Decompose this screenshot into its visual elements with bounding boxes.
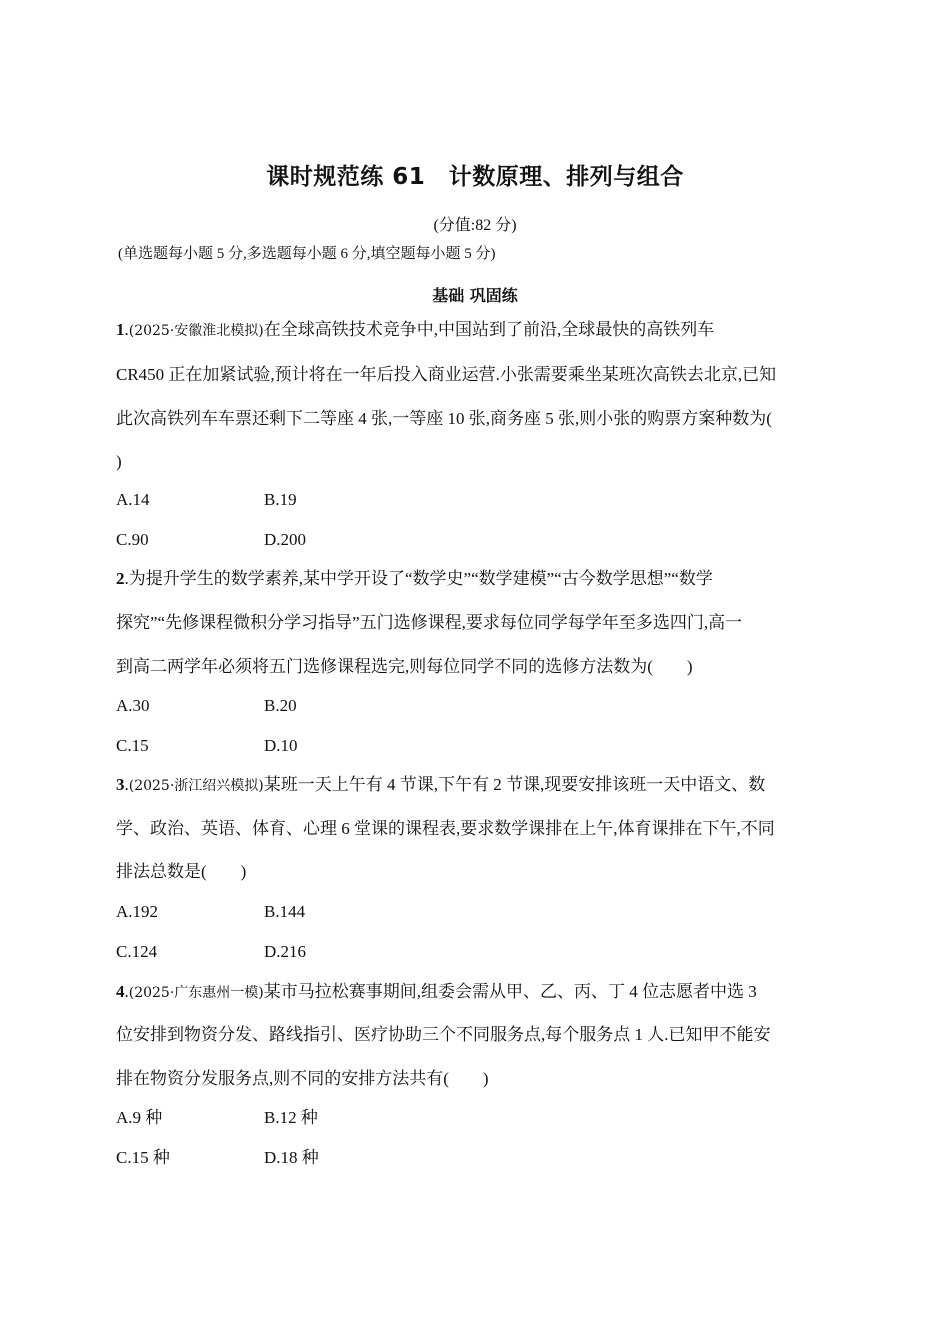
- question-3-option-a: A.192: [116, 902, 159, 921]
- question-4-option-a: A.9 种: [116, 1108, 163, 1127]
- question-text: 某市马拉松赛事期间,组委会需从甲、乙、丙、丁 4 位志愿者中选 3: [263, 982, 757, 1001]
- question-1-option-a: A.14: [116, 490, 150, 509]
- question-text: 在全球高铁技术竞争中,中国站到了前沿,全球最快的高铁列车: [263, 320, 715, 339]
- score-note: (单选题每小题 5 分,多选题每小题 6 分,填空题每小题 5 分): [118, 246, 496, 262]
- question-1-option-b: B.19: [264, 490, 297, 509]
- question-number: 1: [116, 320, 125, 339]
- question-1-line-4: ): [116, 452, 122, 471]
- question-1-line-3: 此次高铁列车车票还剩下二等座 4 张,一等座 10 张,商务座 5 张,则小张的购票方案种数为(: [116, 409, 772, 428]
- question-2-option-d: D.10: [264, 736, 298, 755]
- question-3-option-b: B.144: [264, 902, 306, 921]
- question-source: (2025·浙江绍兴模拟): [128, 778, 264, 794]
- question-number: 2: [116, 569, 125, 588]
- question-1-line-1: [116, 318, 836, 343]
- question-3-line-1: [116, 773, 836, 798]
- question-1-line-2: CR450 正在加紧试验,预计将在一年后投入商业运营.小张需要乘坐某班次高铁去北京,已知: [116, 365, 777, 384]
- question-3-option-d: D.216: [264, 942, 307, 961]
- question-2-option-c: C.15: [116, 736, 149, 755]
- question-2-line-2: 探究”“先修课程微积分学习指导”五门选修课程,要求每位同学每学年至多选四门,高一: [116, 613, 743, 632]
- question-4-line-2: 位安排到物资分发、路线指引、医疗协助三个不同服务点,每个服务点 1 人.已知甲不能安: [116, 1025, 771, 1044]
- question-dot: .: [124, 982, 129, 1001]
- page-title: 课时规范练 61 计数原理、排列与组合: [266, 164, 684, 190]
- question-3-line-2: 学、政治、英语、体育、心理 6 堂课的课程表,要求数学课排在上午,体育课排在下午,不同: [116, 819, 775, 838]
- question-4-option-c: C.15 种: [116, 1148, 170, 1167]
- question-2-line-3: 到高二两学年必须将五门选修课程选完,则每位同学不同的选修方法数为( ): [116, 657, 693, 676]
- question-3-option-c: C.124: [116, 942, 158, 961]
- question-dot: .: [124, 320, 129, 339]
- question-1-option-d: D.200: [264, 530, 307, 549]
- question-4-line-1: [116, 980, 836, 1005]
- question-number: 3: [116, 775, 125, 794]
- question-dot: .: [124, 775, 129, 794]
- score-total: (分值:82 分): [433, 217, 517, 234]
- question-4-option-d: D.18 种: [264, 1148, 319, 1167]
- question-source: (2025·安徽淮北模拟): [128, 323, 264, 339]
- question-2-option-a: A.30: [116, 696, 150, 715]
- question-4-option-b: B.12 种: [264, 1108, 318, 1127]
- question-source: (2025·广东惠州一模): [128, 985, 264, 1001]
- question-number: 4: [116, 982, 125, 1001]
- section-title: 基础 巩固练: [432, 286, 518, 305]
- question-1-option-c: C.90: [116, 530, 149, 549]
- question-2-line-1: [116, 567, 836, 591]
- question-text: .为提升学生的数学素养,某中学开设了“数学史”“数学建模”“古今数学思想”“数学: [124, 569, 713, 588]
- question-4-line-3: 排在物资分发服务点,则不同的安排方法共有( ): [116, 1069, 489, 1088]
- question-3-line-3: 排法总数是( ): [116, 862, 247, 881]
- question-2-option-b: B.20: [264, 696, 297, 715]
- question-text: 某班一天上午有 4 节课,下午有 2 节课,现要安排该班一天中语文、数: [263, 775, 766, 794]
